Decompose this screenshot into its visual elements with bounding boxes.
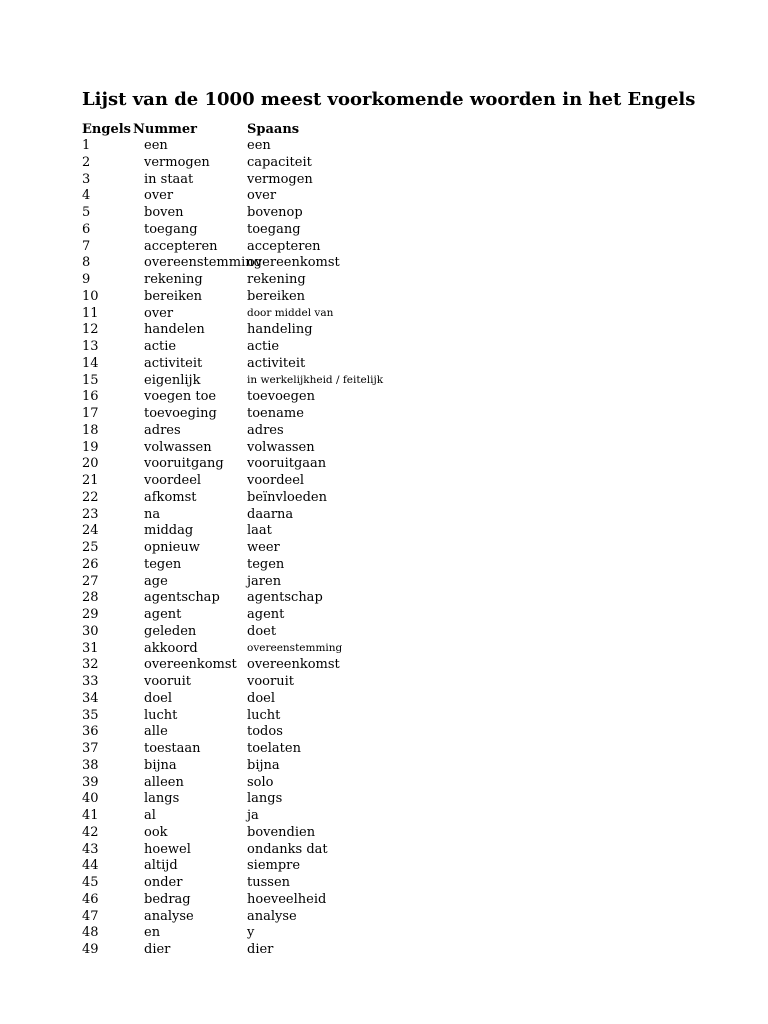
row-translation: weer — [247, 540, 280, 555]
row-word: middag — [144, 523, 194, 539]
row-number: 7 — [82, 238, 91, 254]
row-number: 17 — [82, 406, 99, 421]
table-row — [82, 322, 702, 339]
row-number: 48 — [82, 925, 99, 941]
table-row — [82, 858, 702, 875]
row-translation: handeling — [247, 322, 313, 338]
row-translation: hoeveelheid — [247, 891, 327, 907]
table-row — [82, 842, 702, 859]
row-translation: vermogen — [247, 171, 313, 187]
table-row — [82, 188, 702, 205]
row-number: 40 — [82, 791, 99, 807]
row-word: over — [144, 305, 174, 321]
row-word: afkomst — [144, 489, 197, 505]
row-word: vooruitgang — [144, 456, 224, 472]
row-word: over — [144, 188, 174, 204]
row-translation: actie — [247, 339, 280, 354]
row-word: agent — [144, 607, 182, 622]
row-word: age — [144, 573, 168, 589]
row-number: 19 — [82, 439, 99, 455]
row-translation: adres — [247, 422, 284, 438]
row-word: onder — [144, 875, 183, 890]
document-title: Lijst van de 1000 meest voorkomende woorden in het Engels — [82, 89, 696, 110]
table-row — [82, 440, 702, 457]
table-row — [82, 641, 702, 658]
row-translation: ondanks dat — [247, 841, 328, 857]
table-row — [82, 239, 702, 256]
row-number: 38 — [82, 757, 99, 773]
row-translation: toegang — [247, 221, 301, 237]
row-number: 21 — [82, 473, 99, 488]
row-number: 35 — [82, 707, 99, 723]
table-row — [82, 456, 702, 473]
row-number: 34 — [82, 690, 99, 706]
row-word: overeenkomst — [144, 657, 237, 673]
row-translation: door middel van — [247, 306, 334, 319]
row-word: opnieuw — [144, 540, 200, 555]
row-word: rekening — [144, 272, 203, 287]
row-number: 45 — [82, 875, 99, 890]
row-number: 43 — [82, 841, 99, 857]
table-row — [82, 172, 702, 189]
row-word: accepteren — [144, 238, 218, 254]
row-number: 46 — [82, 891, 99, 907]
row-translation: jaren — [247, 573, 282, 589]
row-translation: vooruitgaan — [247, 456, 327, 472]
table-row — [82, 272, 702, 289]
table-row — [82, 724, 702, 741]
table-row — [82, 473, 702, 490]
row-word: lucht — [144, 707, 178, 723]
row-number: 29 — [82, 607, 99, 622]
table-row — [82, 892, 702, 909]
row-number: 18 — [82, 422, 99, 438]
table-row — [82, 657, 702, 674]
row-number: 6 — [82, 221, 91, 237]
row-number: 3 — [82, 171, 91, 187]
table-row — [82, 909, 702, 926]
row-translation: doel — [247, 690, 275, 706]
row-translation: bereiken — [247, 288, 306, 304]
row-number: 1 — [82, 138, 91, 153]
row-number: 10 — [82, 288, 99, 304]
table-row — [82, 356, 702, 373]
row-number: 41 — [82, 808, 99, 823]
row-word: vermogen — [144, 154, 210, 170]
table-row — [82, 306, 702, 323]
row-word: in staat — [144, 171, 194, 187]
table-row — [82, 942, 702, 959]
table-row — [82, 406, 702, 423]
header-nummer: Nummer — [133, 122, 197, 137]
row-number: 5 — [82, 205, 91, 220]
table-row — [82, 574, 702, 591]
row-number: 14 — [82, 355, 99, 371]
row-translation: toename — [247, 406, 304, 421]
table-row — [82, 138, 702, 155]
row-number: 44 — [82, 858, 99, 874]
row-word: en — [144, 925, 161, 941]
header-spaans: Spaans — [247, 122, 300, 137]
row-translation: langs — [247, 791, 283, 807]
row-number: 11 — [82, 305, 99, 321]
row-number: 32 — [82, 657, 99, 673]
table-row — [82, 255, 702, 272]
row-word: agentschap — [144, 590, 220, 606]
table-row — [82, 523, 702, 540]
row-number: 36 — [82, 724, 99, 740]
row-word: vooruit — [144, 674, 191, 689]
row-word: geleden — [144, 623, 197, 639]
row-word: doel — [144, 690, 172, 706]
row-translation: vooruit — [247, 674, 294, 689]
row-word: actie — [144, 339, 177, 354]
row-number: 12 — [82, 322, 99, 338]
row-number: 42 — [82, 824, 99, 840]
row-translation: tegen — [247, 556, 285, 572]
row-number: 16 — [82, 389, 99, 405]
row-translation: toevoegen — [247, 389, 315, 405]
row-word: handelen — [144, 322, 205, 338]
row-number: 25 — [82, 540, 99, 555]
table-row — [82, 155, 702, 172]
table-row — [82, 825, 702, 842]
row-translation: daarna — [247, 506, 294, 522]
row-translation: solo — [247, 774, 274, 790]
row-word: adres — [144, 422, 181, 438]
row-number: 49 — [82, 942, 99, 957]
table-row — [82, 557, 702, 574]
row-word: alle — [144, 724, 168, 740]
row-word: een — [144, 138, 168, 153]
row-translation: bovenop — [247, 205, 303, 220]
table-row — [82, 389, 702, 406]
row-word: ook — [144, 824, 168, 840]
row-word: na — [144, 506, 161, 522]
table-row — [82, 339, 702, 356]
row-word: bijna — [144, 757, 177, 773]
table-row — [82, 423, 702, 440]
row-word: toegang — [144, 221, 198, 237]
row-number: 24 — [82, 523, 99, 539]
table-row — [82, 590, 702, 607]
row-translation: overeenkomst — [247, 255, 340, 271]
row-translation: tussen — [247, 875, 291, 890]
row-word: al — [144, 808, 156, 823]
row-translation: doet — [247, 623, 277, 639]
table-row — [82, 791, 702, 808]
row-translation: capaciteit — [247, 154, 312, 170]
row-word: toestaan — [144, 741, 201, 756]
row-word: bedrag — [144, 891, 191, 907]
table-row — [82, 222, 702, 239]
table-row — [82, 490, 702, 507]
table-row — [82, 708, 702, 725]
row-word: volwassen — [144, 439, 212, 455]
row-word: hoewel — [144, 841, 191, 857]
row-translation: y — [247, 925, 255, 941]
table-row — [82, 775, 702, 792]
row-translation: toelaten — [247, 741, 301, 756]
row-number: 22 — [82, 489, 99, 505]
row-translation: agentschap — [247, 590, 323, 606]
row-word: bereiken — [144, 288, 203, 304]
row-translation: analyse — [247, 908, 297, 924]
table-row — [82, 758, 702, 775]
word-list — [82, 138, 702, 959]
row-word: toevoeging — [144, 406, 217, 421]
table-row — [82, 691, 702, 708]
table-row — [82, 875, 702, 892]
row-number: 33 — [82, 674, 99, 689]
row-translation: siempre — [247, 858, 301, 874]
row-number: 2 — [82, 154, 91, 170]
row-number: 37 — [82, 741, 99, 756]
row-word: analyse — [144, 908, 194, 924]
table-row — [82, 808, 702, 825]
row-translation: bovendien — [247, 824, 316, 840]
row-number: 31 — [82, 640, 99, 656]
row-word: langs — [144, 791, 180, 807]
table-header — [82, 121, 682, 138]
table-row — [82, 741, 702, 758]
row-word: boven — [144, 205, 184, 220]
row-translation: voordeel — [247, 473, 305, 488]
row-translation: overeenstemming — [247, 641, 343, 654]
row-number: 27 — [82, 573, 99, 589]
row-number: 47 — [82, 908, 99, 924]
table-row — [82, 925, 702, 942]
header-engels: Engels — [82, 122, 131, 137]
row-translation: agent — [247, 607, 285, 622]
table-row — [82, 624, 702, 641]
row-translation: bijna — [247, 757, 280, 773]
row-translation: activiteit — [247, 355, 306, 371]
row-word: altijd — [144, 858, 178, 874]
table-row — [82, 540, 702, 557]
row-word: overeenstemming — [144, 255, 262, 271]
table-row — [82, 205, 702, 222]
row-word: voegen toe — [144, 389, 217, 405]
row-translation: laat — [247, 523, 272, 539]
row-number: 30 — [82, 623, 99, 639]
row-translation: todos — [247, 724, 283, 740]
table-row — [82, 507, 702, 524]
row-number: 28 — [82, 590, 99, 606]
row-number: 15 — [82, 372, 99, 388]
row-translation: volwassen — [247, 439, 315, 455]
row-translation: beïnvloeden — [247, 489, 327, 505]
table-row — [82, 607, 702, 624]
row-translation: over — [247, 188, 277, 204]
row-word: akkoord — [144, 640, 198, 656]
row-translation: accepteren — [247, 238, 321, 254]
row-translation: dier — [247, 942, 274, 957]
row-translation: overeenkomst — [247, 657, 340, 673]
row-translation: een — [247, 138, 271, 153]
row-number: 26 — [82, 556, 99, 572]
row-number: 8 — [82, 255, 91, 271]
row-number: 9 — [82, 272, 91, 287]
row-translation: rekening — [247, 272, 306, 287]
row-number: 20 — [82, 456, 99, 472]
row-number: 13 — [82, 339, 99, 354]
row-word: dier — [144, 942, 171, 957]
table-row — [82, 289, 702, 306]
row-word: activiteit — [144, 355, 203, 371]
row-translation: ja — [247, 808, 259, 823]
row-word: eigenlijk — [144, 372, 201, 388]
row-number: 4 — [82, 188, 91, 204]
table-row — [82, 674, 702, 691]
row-word: tegen — [144, 556, 182, 572]
row-number: 23 — [82, 506, 99, 522]
row-word: voordeel — [144, 473, 202, 488]
row-translation: in werkelijkheid / feitelijk — [247, 373, 384, 386]
row-number: 39 — [82, 774, 99, 790]
row-translation: lucht — [247, 707, 281, 723]
table-row — [82, 373, 702, 390]
row-word: alleen — [144, 774, 184, 790]
